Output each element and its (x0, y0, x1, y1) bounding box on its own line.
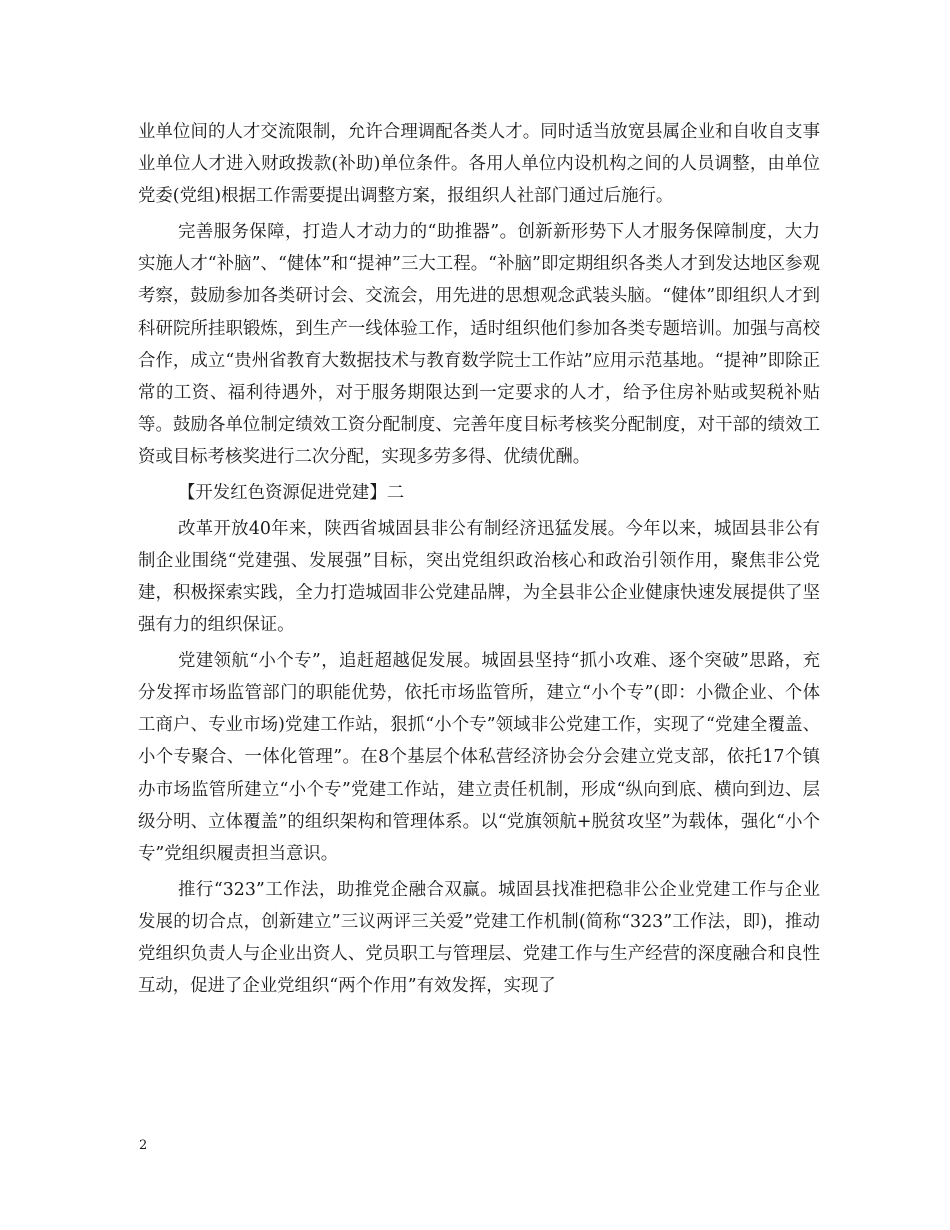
section-heading: 【开发红色资源促进党建】二 (178, 483, 405, 504)
paragraph-party-leadership: 党建领航“小个专”，追赶超越促发展。城固县坚持“抓小攻难、逐个突破”思路，充分发挥市场监管部门的职能优势，依托市场监管所，建立“小个专”(即：小微企业、个体工商户、专业市场)党建工作站，狠抓“小个专”领域非公党建工作，实现了“党建全覆盖、小个专聚合、一体化管理”。在8个基层个体私营经济协会分会建立党支部，依托17个镇办市场监管所建立“小个专”党建工作站，建立责任机制，形成“纵向到底、横向到边、层级分明、立体覆盖”的组织架构和管理体系。以“党旗领航+脱贫攻坚”为载体，强化“小个专”党组织履责担当意识。 (138, 650, 820, 865)
page-number: 2 (139, 1138, 148, 1153)
paragraph-reform-intro: 改革开放40年来，陕西省城固县非公有制经济迅猛发展。今年以来，城固县非公有制企业围绕“党建强、发展强”目标，突出党组织政治核心和政治引领作用，聚焦非公党建，积极探索实践，全力打造城固非公党建品牌，为全县非公企业健康快速发展提供了坚强有力的组织保证。 (138, 518, 820, 636)
paragraph-continued: 业单位间的人才交流限制，允许合理调配各类人才。同时适当放宽县属企业和自收自支事业单位人才进入财政拨款(补助)单位条件。各用人单位内设机构之间的人员调整，由单位党委(党组)根据工作需要提出调整方案，报组织人社部门通过后施行。 (138, 122, 820, 207)
paragraph-323-method: 推行“323”工作法，助推党企融合双赢。城固县找准把稳非公企业党建工作与企业发展的切合点，创新建立”三议两评三关爱”党建工作机制(简称“323”工作法，即)，推动党组织负责人与企业出资人、党员职工与管理层、党建工作与生产经营的深度融合和良性互动，促进了企业党组织“两个作用”有效发挥，实现了 (138, 879, 820, 997)
document-body (138, 116, 820, 1006)
paragraph-service-guarantee: 完善服务保障，打造人才动力的“助推器”。创新新形势下人才服务保障制度，大力实施人才“补脑”、“健体”和“提神”三大工程。“补脑”即定期组织各类人才到发达地区参观考察，鼓励参加各类研讨会、交流会，用先进的思想观念武装头脑。“健体”即组织人才到科研院所挂职锻炼，到生产一线体验工作，适时组织他们参加各类专题培训。加强与高校合作，成立“贵州省教育大数据技术与教育数学院士工作站”应用示范基地。“提神”即除正常的工资、福利待遇外，对于服务期限达到一定要求的人才，给予住房补贴或契税补贴等。鼓励各单位制定绩效工资分配制度、完善年度目标考核奖分配制度，对干部的绩效工资或目标考核奖进行二次分配，实现多劳多得、优绩优酬。 (138, 222, 820, 468)
